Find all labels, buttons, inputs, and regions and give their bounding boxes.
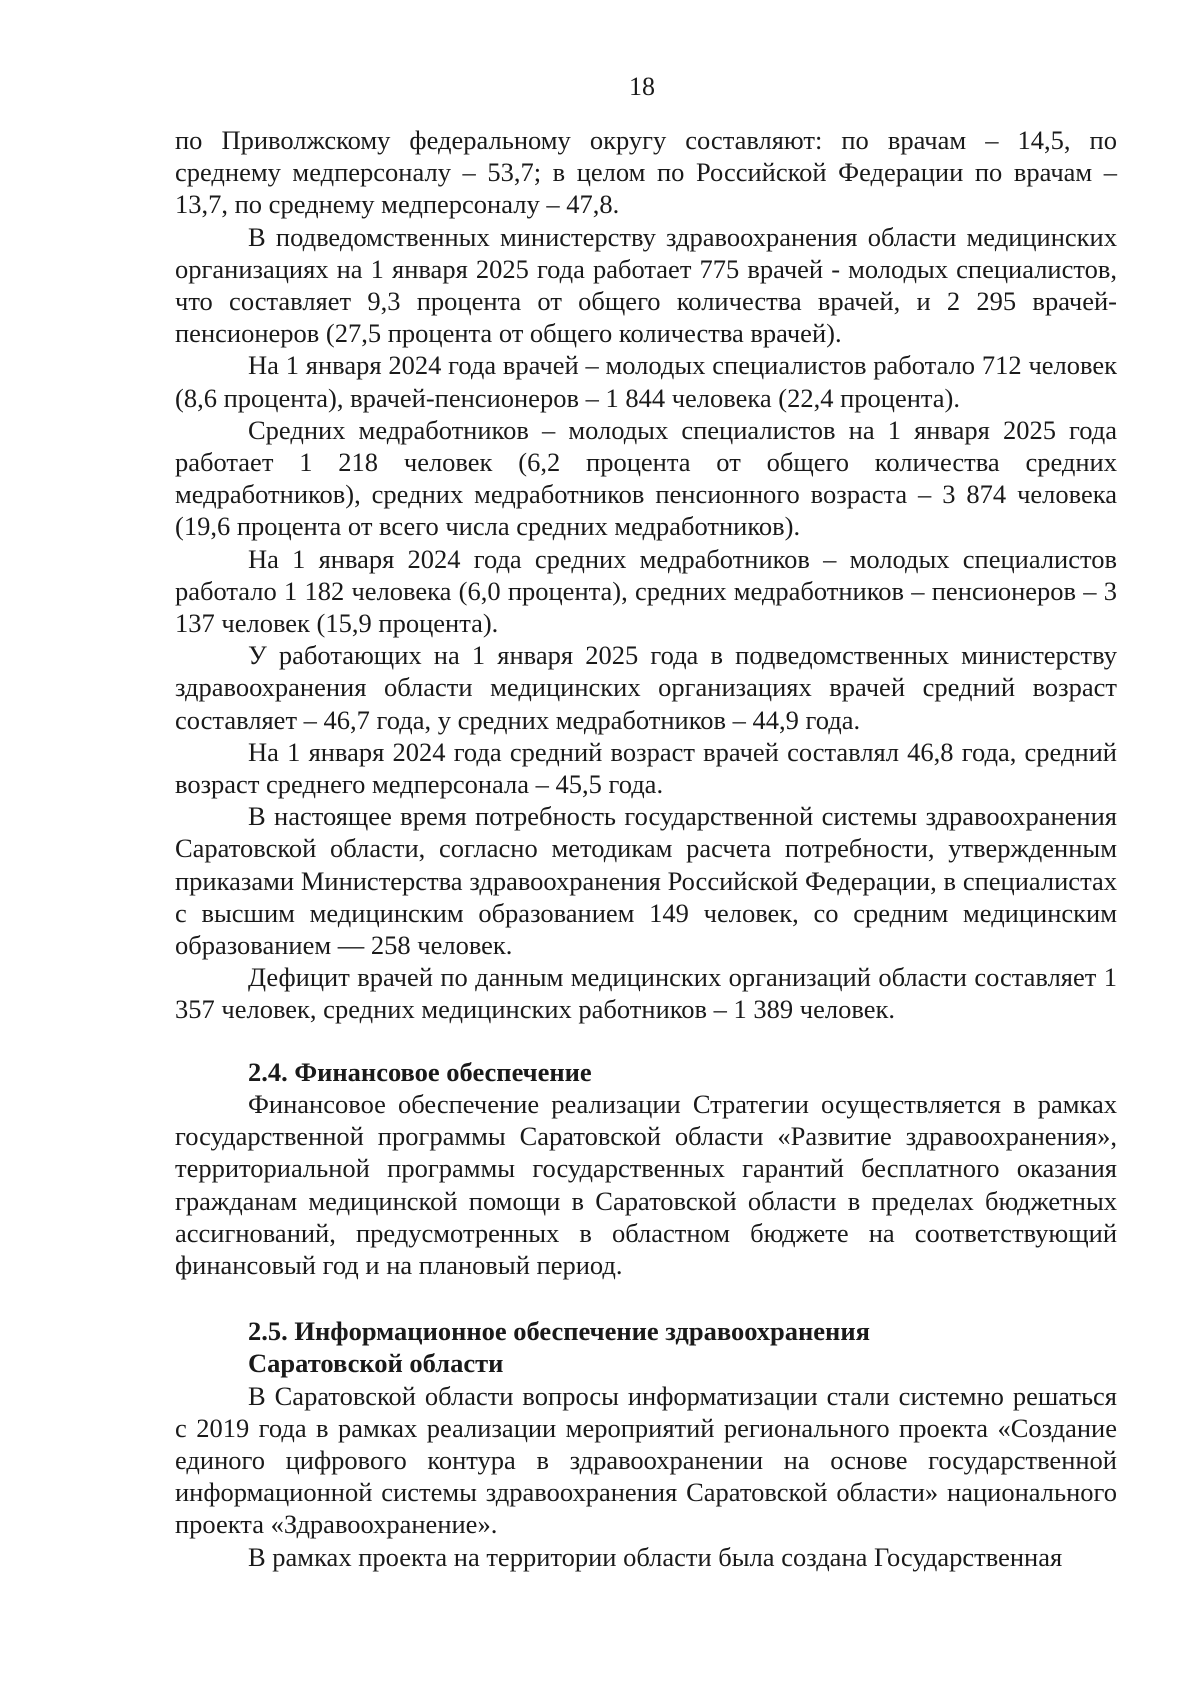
section-heading-2-5-line1: 2.5. Информационное обеспечение здравоохранения: [248, 1316, 870, 1347]
paragraph-9: Дефицит врачей по данным медицинских организаций области составляет 1 357 человек, средних медицинских работников – 1 389 человек.: [175, 962, 1117, 1025]
section-2-5-paragraph-1: В Саратовской области вопросы информатизации стали системно решаться с 2019 года в рамках реализации мероприятий регионального проекта «Создание единого цифрового контура в здравоохранении на основе государственной информационной системы здравоохранения Саратовской области» национального проекта «Здравоохранение».: [175, 1380, 1117, 1540]
paragraph-7: На 1 января 2024 года средний возраст врачей составлял 46,8 года, средний возраст среднего медперсонала – 45,5 года.: [175, 736, 1117, 800]
paragraph-4: Средних медработников – молодых специалистов на 1 января 2025 года работает 1 218 человек (6,2 процента от общего количества средних медработников), средних медработников пенсионного возраста – 3 874 человека (19,6 процента от всего числа средних медработников).: [175, 414, 1117, 542]
section-2-5-paragraph-2: В рамках проекта на территории области была создана Государственная: [248, 1541, 1063, 1572]
page-number: 18: [629, 72, 655, 101]
paragraph-8: В настоящее время потребность государственной системы здравоохранения Саратовской области, согласно методикам расчета потребности, утвержденным приказами Министерства здравоохранения Российской Федерации, в специалистах с высшим медицинским образованием 149 человек, со средним медицинским образованием — 258 человек.: [175, 801, 1117, 961]
paragraph-5: На 1 января 2024 года средних медработников – молодых специалистов работало 1 182 человека (6,0 процента), средних медработников – пенсионеров – 3 137 человек (15,9 процента).: [175, 543, 1117, 639]
document-body: [175, 124, 1117, 1573]
section-heading-2-4: 2.4. Финансовое обеспечение: [248, 1056, 592, 1087]
paragraph-2: В подведомственных министерству здравоохранения области медицинских организациях на 1 января 2025 года работает 775 врачей - молодых специалистов, что составляет 9,3 процента от общего количества врачей, и 2 295 врачей-пенсионеров (27,5 процента от общего количества врачей).: [175, 221, 1117, 349]
paragraph-6: У работающих на 1 января 2025 года в подведомственных министерству здравоохранения области медицинских организациях врачей средний возраст составляет – 46,7 года, у средних медработников – 44,9 года.: [175, 640, 1117, 735]
section-2-4-paragraph: Финансовое обеспечение реализации Стратегии осуществляется в рамках государственной программы Саратовской области «Развитие здравоохранения», территориальной программы государственных гарантий бесплатного оказания гражданам медицинской помощи в Саратовской области в пределах бюджетных ассигнований, предусмотренных в областном бюджете на соответствующий финансовый год и на плановый период.: [175, 1088, 1117, 1280]
paragraph-1: по Приволжскому федеральному округу составляют: по врачам – 14,5, по среднему медперсоналу – 53,7; в целом по Российской Федерации по врачам – 13,7, по среднему медперсоналу – 47,8.: [175, 125, 1117, 220]
paragraph-3: На 1 января 2024 года врачей – молодых специалистов работало 712 человек (8,6 процента), врачей-пенсионеров – 1 844 человека (22,4 процента).: [175, 350, 1117, 413]
section-heading-2-5-line2: Саратовской области: [248, 1348, 504, 1379]
